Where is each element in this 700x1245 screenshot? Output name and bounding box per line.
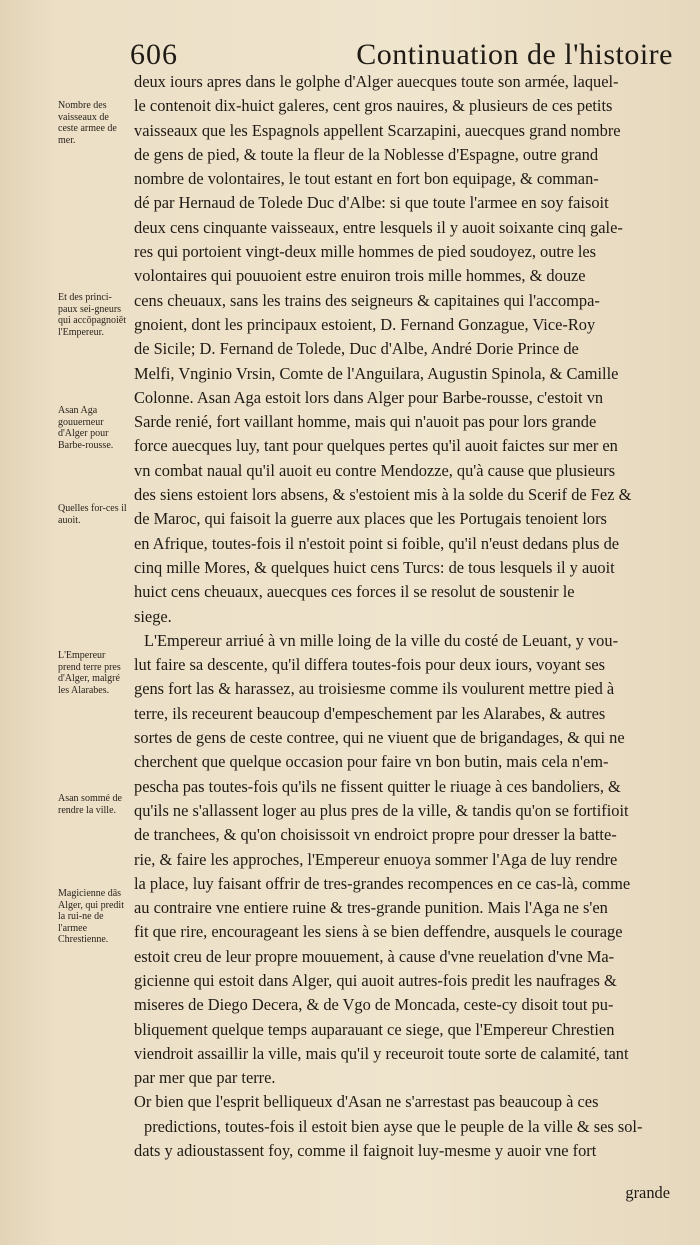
margin-note: Magicienne dās Alger, qui predit la rui-ne de l'armee Chrestienne. — [58, 888, 124, 945]
text-line: vn combat naual qu'il auoit eu contre Mendozze, qu'à cause que plusieurs — [134, 460, 616, 480]
text-line: huict cens cheuaux, auecques ces forces il se resolut de soustenir le — [134, 582, 575, 602]
text-line: terre, ils receurent beaucoup d'empeschement par les Alarabes, & autres — [134, 703, 606, 723]
margin-note: Et des princi-paux sei-gneurs qui accōpagnoiēt l'Empereur. — [58, 292, 127, 338]
text-line: gens fort las & harassez, au troisiesme comme ils voulurent mettre pied à — [134, 679, 615, 699]
text-line: estoit creu de leur propre mouuement, à cause d'vne reuelation d'vne Ma- — [134, 946, 615, 966]
text-line: des siens estoient lors absens, & s'estoient mis à la solde du Scerif de Fez & — [134, 485, 632, 505]
text-line: Sarde renié, fort vaillant homme, mais qui n'auoit pas pour lors grande — [134, 412, 597, 432]
body-text — [134, 70, 668, 1163]
margin-note: Nombre des vaisseaux de ceste armee de mer. — [58, 100, 117, 146]
text-line: Colonne. Asan Aga estoit lors dans Alger pour Barbe-rousse, c'estoit vn — [134, 387, 604, 407]
text-line: deux iours apres dans le golphe d'Alger auecques toute son armée, laquel- — [134, 72, 619, 91]
catchword: grande — [625, 1183, 670, 1202]
text-line: de Sicile; D. Fernand de Tolede, Duc d'Albe, André Dorie Prince de — [134, 339, 579, 359]
text-line: Melfi, Vnginio Vrsin, Comte de l'Anguilara, Augustin Spinola, & Camille — [134, 363, 619, 383]
text-line: cens cheuaux, sans les trains des seigneurs & capitaines qui l'accompa- — [134, 290, 600, 310]
text-line: vaisseaux que les Espagnols appellent Scarzapini, auecques grand nombre — [134, 120, 621, 140]
text-line: Or bien que l'esprit belliqueux d'Asan ne s'arrestast pas beaucoup à ces — [134, 1092, 599, 1112]
text-line: miseres de Diego Decera, & de Vgo de Moncada, ceste-cy disoit tout pu- — [134, 995, 614, 1015]
text-line: predictions, toutes-fois il estoit bien ayse que le peuple de la ville & ses sol- — [144, 1116, 643, 1136]
text-line: gnoient, dont les principaux estoient, D. Fernand Gonzague, Vice-Roy — [134, 314, 596, 334]
text-line: L'Empereur arriué à vn mille loing de la ville du costé de Leuant, y vou- — [144, 630, 619, 650]
text-line: cinq mille Mores, & quelques huict cens Turcs: de tous lesquels il y auoit — [134, 557, 615, 577]
text-line: force auecques luy, tant pour quelques pertes qu'il auoit faictes sur mer en — [134, 436, 618, 456]
text-line: res qui portoient vingt-deux mille hommes de pied soudoyez, outre les — [134, 242, 597, 262]
text-line: nombre de volontaires, le tout estant en fort bon equipage, & comman- — [134, 169, 599, 189]
text-line: gicienne qui estoit dans Alger, qui auoit autres-fois predit les naufrages & — [134, 970, 617, 990]
text-line: bliquement quelque temps auparauant ce siege, que l'Empereur Chrestien — [134, 1019, 615, 1039]
text-line: de Maroc, qui faisoit la guerre aux places que les Portugais tenoient lors — [134, 509, 607, 529]
text-line: deux cens cinquante vaisseaux, entre lesquels il y auoit soixante cinq gale- — [134, 217, 623, 237]
text-line: rie, & faire les approches, l'Empereur enuoya sommer l'Aga de luy rendre — [134, 849, 618, 869]
text-line: dé par Hernaud de Tolede Duc d'Albe: si que toute l'armee en soy faisoit — [134, 193, 609, 213]
text-line: au contraire vne entiere ruine & tres-grande punition. Mais l'Aga ne s'en — [134, 898, 608, 918]
text-line: par mer que par terre. — [134, 1068, 276, 1088]
text-line: siege. — [134, 606, 172, 626]
text-line: le contenoit dix-huict galeres, cent gros nauires, & plusieurs de ces petits — [134, 96, 613, 116]
margin-note: Asan sommé de rendre la ville. — [58, 793, 122, 816]
page-number: 606 — [130, 38, 178, 71]
text-line: volontaires qui pouuoient estre enuiron trois mille hommes, & douze — [134, 266, 586, 286]
text-line: en Afrique, toutes-fois il n'estoit point si foible, qu'il n'eust dedans plus de — [134, 533, 620, 553]
running-title: Continuation de l'histoire — [356, 38, 673, 71]
margin-note: Quelles for-ces il auoit. — [58, 503, 127, 526]
text-line: fit que rire, encourageant les siens à se bien deffendre, ausquels le courage — [134, 922, 623, 942]
text-line: la place, luy faisant offrir de tres-grandes recompences en ce cas-là, comme — [134, 873, 631, 893]
text-line: qu'ils ne s'allassent loger au plus pres de la ville, & tandis qu'on se fortifioit — [134, 800, 629, 820]
text-line: de gens de pied, & toute la fleur de la Noblesse d'Espagne, outre grand — [134, 144, 599, 164]
text-line: dats y adioustassent foy, comme il faignoit luy-mesme y auoir vne fort — [134, 1141, 597, 1161]
text-line: viendroit assaillir la ville, mais qu'il y receuroit toute sorte de calamité, tant — [134, 1043, 629, 1063]
text-line: pescha pas toutes-fois qu'ils ne fissent quitter le riuage à ces bandoliers, & — [134, 776, 621, 796]
text-line: lut faire sa descente, qu'il differa toutes-fois pour deux iours, voyant ses — [134, 655, 606, 675]
text-line: de tranchees, & qu'on choisissoit vn endroict propre pour dresser la batte- — [134, 825, 617, 845]
text-line: cherchent que quelque occasion pour faire vn bon butin, mais cela n'em- — [134, 752, 609, 772]
margin-note: Asan Aga gouuerneur d'Alger pour Barbe-rousse. — [58, 405, 114, 451]
text-line: sortes de gens de ceste contree, qui ne viuent que de brigandages, & qui ne — [134, 728, 625, 748]
margin-note: L'Empereur prend terre pres d'Alger, malgré les Alarabes. — [58, 650, 121, 696]
